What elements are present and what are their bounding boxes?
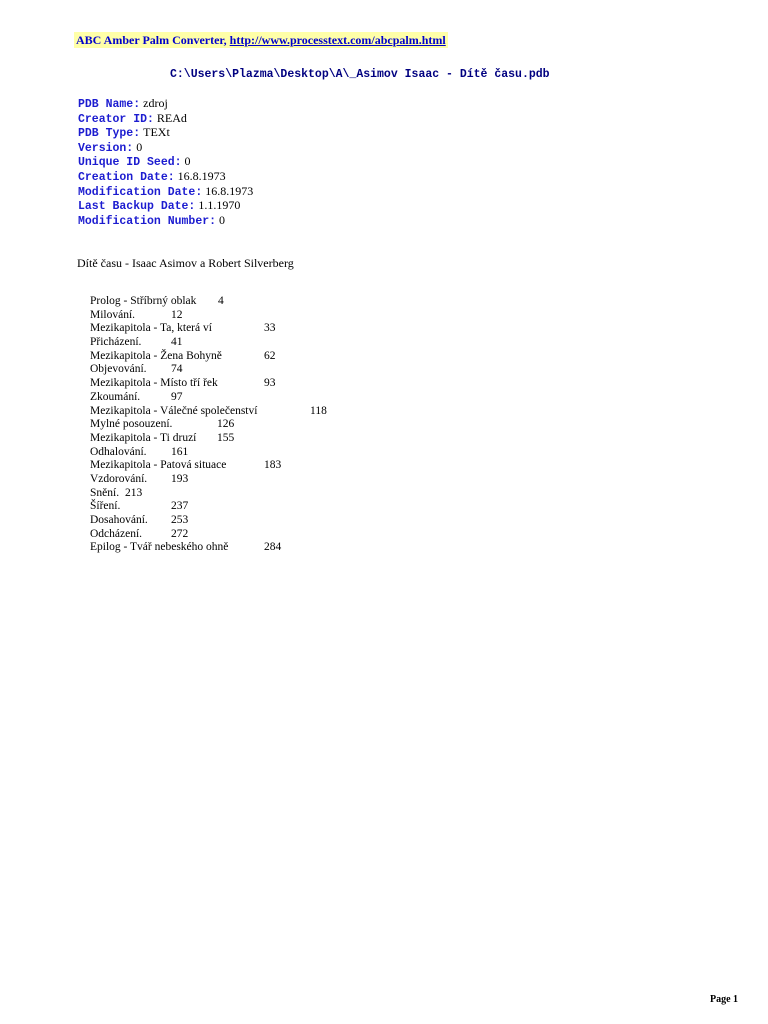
toc-item: [0, 418, 768, 432]
toc-title: Odhalování.: [90, 445, 147, 458]
meta-row-creator-id: [78, 111, 253, 126]
toc-title: Mezikapitola - Patová situace: [90, 459, 227, 472]
toc-page: 118: [310, 404, 327, 417]
meta-key: PDB Type:: [78, 127, 141, 141]
toc-title: Šíření.: [90, 500, 121, 513]
meta-value: 1.1.1970: [198, 198, 241, 213]
toc-page: 33: [264, 322, 276, 335]
toc-page: 155: [217, 431, 235, 444]
toc-title: Mezikapitola - Místo tří řek: [90, 377, 218, 390]
meta-key: PDB Name:: [78, 98, 141, 111]
meta-value: 16.8.1973: [205, 183, 254, 198]
toc-item: [0, 514, 768, 528]
document-title: Dítě času - Isaac Asimov a Robert Silverberg: [77, 256, 294, 270]
toc-page: 74: [171, 363, 183, 376]
meta-value: 16.8.1973: [177, 168, 226, 183]
meta-value: 0: [184, 154, 191, 169]
meta-value: 0: [136, 139, 143, 154]
meta-key: Last Backup Date:: [78, 200, 196, 214]
toc-title: Mylné posouzení.: [90, 418, 173, 431]
meta-key: Modification Date:: [78, 185, 203, 199]
toc-page: 126: [217, 418, 235, 431]
meta-key: Modification Number:: [78, 214, 217, 228]
toc-page: 272: [171, 527, 189, 540]
toc-page: 93: [264, 377, 276, 390]
toc-page: 284: [264, 541, 282, 554]
meta-row-modification-number: [78, 213, 253, 228]
pdb-metadata: [78, 96, 253, 227]
meta-row-version: [78, 140, 253, 155]
meta-value: REAd: [156, 110, 187, 125]
toc-title: Snění.: [90, 486, 120, 499]
toc-item: [0, 528, 768, 542]
toc-title: Dosahování.: [90, 514, 148, 526]
table-of-contents: [0, 295, 768, 555]
toc-title: Epilog - Tvář nebeského ohně: [90, 541, 229, 554]
meta-row-unique-id-seed: [78, 154, 253, 169]
toc-item: [0, 350, 768, 364]
toc-page: 62: [264, 349, 276, 362]
toc-title: Prolog - Stříbrný oblak: [90, 295, 197, 307]
meta-key: Version:: [78, 141, 134, 155]
meta-row-pdb-name: [78, 96, 253, 111]
toc-item: [0, 363, 768, 377]
toc-page: 183: [264, 459, 282, 472]
toc-page: 41: [171, 336, 183, 349]
page-number: Page 1: [710, 994, 739, 1005]
meta-value: TEXt: [143, 125, 170, 140]
toc-item: [0, 432, 768, 446]
toc-item: [0, 446, 768, 460]
file-path: C:\Users\Plazma\Desktop\A\_Asimov Isaac - Dítě času.pdb: [170, 68, 550, 81]
toc-title: Mezikapitola - Válečné společenství: [90, 404, 258, 417]
toc-item: [0, 322, 768, 336]
meta-value: 0: [219, 212, 226, 227]
toc-title: Odcházení.: [90, 527, 143, 540]
converter-banner: [74, 32, 448, 48]
toc-page: 12: [171, 308, 183, 321]
toc-page: 193: [171, 472, 189, 485]
toc-item: [0, 391, 768, 405]
meta-row-pdb-type: [78, 125, 253, 140]
toc-title: Objevování.: [90, 363, 147, 376]
toc-item: [0, 473, 768, 487]
toc-page: 161: [171, 445, 189, 458]
toc-page: 237: [171, 500, 189, 513]
meta-value: zdroj: [143, 96, 168, 110]
toc-item: [0, 459, 768, 473]
converter-link[interactable]: http://www.processtext.com/abcpalm.html: [229, 33, 446, 47]
toc-title: Mezikapitola - Ti druzí: [90, 431, 197, 444]
meta-row-last-backup-date: [78, 198, 253, 213]
toc-title: Vzdorování.: [90, 472, 148, 485]
toc-page: 97: [171, 390, 183, 403]
toc-item: [0, 541, 768, 555]
toc-page: 4: [218, 295, 224, 307]
toc-title: Přicházení.: [90, 336, 142, 349]
meta-key: Unique ID Seed:: [78, 156, 182, 170]
meta-row-creation-date: [78, 169, 253, 184]
toc-item: [0, 309, 768, 323]
toc-item: [0, 487, 768, 501]
toc-title: Zkoumání.: [90, 390, 141, 403]
meta-row-modification-date: [78, 184, 253, 199]
toc-title: Milování.: [90, 308, 136, 321]
toc-title: Mezikapitola - Žena Bohyně: [90, 349, 222, 362]
toc-item: [0, 336, 768, 350]
converter-name: ABC Amber Palm Converter,: [76, 33, 230, 47]
meta-key: Creator ID:: [78, 112, 154, 126]
toc-page: 213: [125, 486, 143, 499]
toc-item: [0, 295, 768, 309]
toc-item: [0, 377, 768, 391]
meta-key: Creation Date:: [78, 170, 175, 184]
toc-page: 253: [171, 514, 189, 526]
toc-title: Mezikapitola - Ta, která ví: [90, 322, 212, 335]
toc-item: [0, 405, 768, 419]
toc-item: [0, 500, 768, 514]
